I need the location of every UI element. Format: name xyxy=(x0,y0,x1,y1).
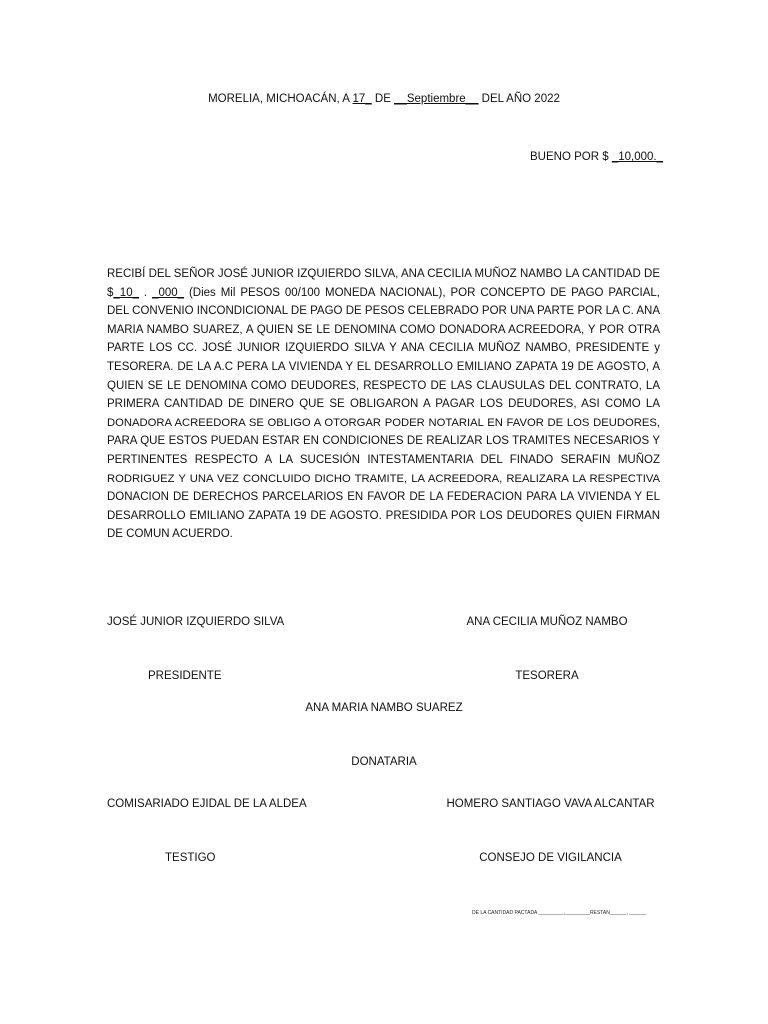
place-date-line xyxy=(0,93,768,105)
signature-role: TESORERA xyxy=(515,670,579,682)
body-line: RODRIGUEZ Y UNA VEZ CONCLUIDO DICHO TRAMITE, LA ACREEDORA, REALIZARA LA RESPECTIVA xyxy=(107,472,660,485)
place-prefix: MORELIA, MICHOACÁN, A xyxy=(208,93,353,105)
signature-role: DONATARIA xyxy=(351,756,417,768)
signature-name: COMISARIADO EJIDAL DE LA ALDEA xyxy=(107,798,307,810)
amount-decimal: _000_ xyxy=(152,286,185,299)
signature-testigo xyxy=(107,759,307,903)
signature-presidente xyxy=(107,577,284,721)
signature-role: TESTIGO xyxy=(165,852,216,864)
signature-tesorera xyxy=(462,577,632,721)
date-day: 17_ xyxy=(352,93,372,105)
body-line: PARTE LOS CC. JOSÉ JUNIOR IZQUIERDO SILVA Y ANA CECILIA MUÑOZ NAMBO, PRESIDENTE y xyxy=(107,342,660,355)
amount-description: (Dies Mil PESOS 00/100 MONEDA NACIONAL), POR CONCEPTO DE PAGO PARCIAL, xyxy=(184,286,660,299)
body-line: RECIBÍ DEL SEÑOR JOSÉ JUNIOR IZQUIERDO SILVA, ANA CECILIA MUÑOZ NAMBO LA CANTIDAD DE xyxy=(107,268,660,280)
date-mid: DE xyxy=(371,93,395,105)
body-line: DONACION DE DERECHOS PARCELARIOS EN FAVOR DE LA FEDERACION PARA LA VIVIENDA Y EL xyxy=(107,491,660,504)
bueno-por-line xyxy=(530,151,663,163)
body-line: PERTINENTES RESPECTO A LA SUCESIÓN INTESTAMENTARIA DEL FINADO SERAFIN MUÑOZ xyxy=(107,453,660,466)
amount-currency: $ xyxy=(107,286,114,299)
signature-name: HOMERO SANTIAGO VAVA ALCANTAR xyxy=(446,798,655,810)
receipt-body xyxy=(107,265,660,544)
signature-name: ANA CECILIA MUÑOZ NAMBO xyxy=(466,616,628,628)
date-year: DEL AÑO 2022 xyxy=(478,93,560,105)
signature-name: ANA MARIA NAMBO SUAREZ xyxy=(305,702,463,714)
signature-consejo xyxy=(443,759,658,903)
signature-role: CONSEJO DE VIGILANCIA xyxy=(479,852,622,864)
body-line: PARA QUE ESTOS PUEDAN ESTAR EN CONDICIONES DE REALIZAR LOS TRAMITES NECESARIOS Y xyxy=(107,435,660,448)
body-line: MARIA NAMBO SUAREZ, A QUIEN SE LE DENOMINA COMO DONADORA ACREEDORA, Y POR OTRA xyxy=(107,323,660,336)
body-line-amount xyxy=(107,284,660,303)
bueno-label: BUENO POR $ xyxy=(530,151,612,163)
balance-footnote: DE LA CANTIDAD PACTADA _________,_________RESTAN______, ______ xyxy=(472,910,646,916)
signature-name: JOSÉ JUNIOR IZQUIERDO SILVA xyxy=(107,616,285,628)
body-line: DEL CONVENIO INCONDICIONAL DE PAGO DE PESOS CELEBRADO POR UNA PARTE POR LA C. ANA xyxy=(107,305,660,318)
amount-integer: _10_ xyxy=(113,286,139,299)
body-line: DONADORA ACREEDORA SE OBLIGO A OTORGAR PODER NOTARIAL EN FAVOR DE LOS DEUDORES, xyxy=(107,416,660,429)
bueno-amount: _10,000._ xyxy=(611,151,663,163)
body-line: DE COMUN ACUERDO. xyxy=(107,528,233,541)
body-line: TESORERA. DE LA A.C PERA LA VIVIENDA Y EL DESARROLLO EMILIANO ZAPATA 19 DE AGOSTO, A xyxy=(107,360,660,373)
body-line: QUIEN SE LE DENOMINA COMO DEUDORES, RESPECTO DE LAS CLAUSULAS DEL CONTRATO, LA xyxy=(107,379,660,392)
body-line: PRIMERA CANTIDAD DE DINERO QUE SE OBLIGARON A PAGAR LOS DEUDORES, ASI COMO LA xyxy=(107,398,660,411)
date-month: __Septiembre__ xyxy=(394,93,479,105)
amount-dot: . xyxy=(139,286,153,299)
signature-role: PRESIDENTE xyxy=(148,670,222,682)
body-line: DESARROLLO EMILIANO ZAPATA 19 DE AGOSTO. PRESIDIDA POR LOS DEUDORES QUIEN FIRMAN xyxy=(107,509,660,522)
